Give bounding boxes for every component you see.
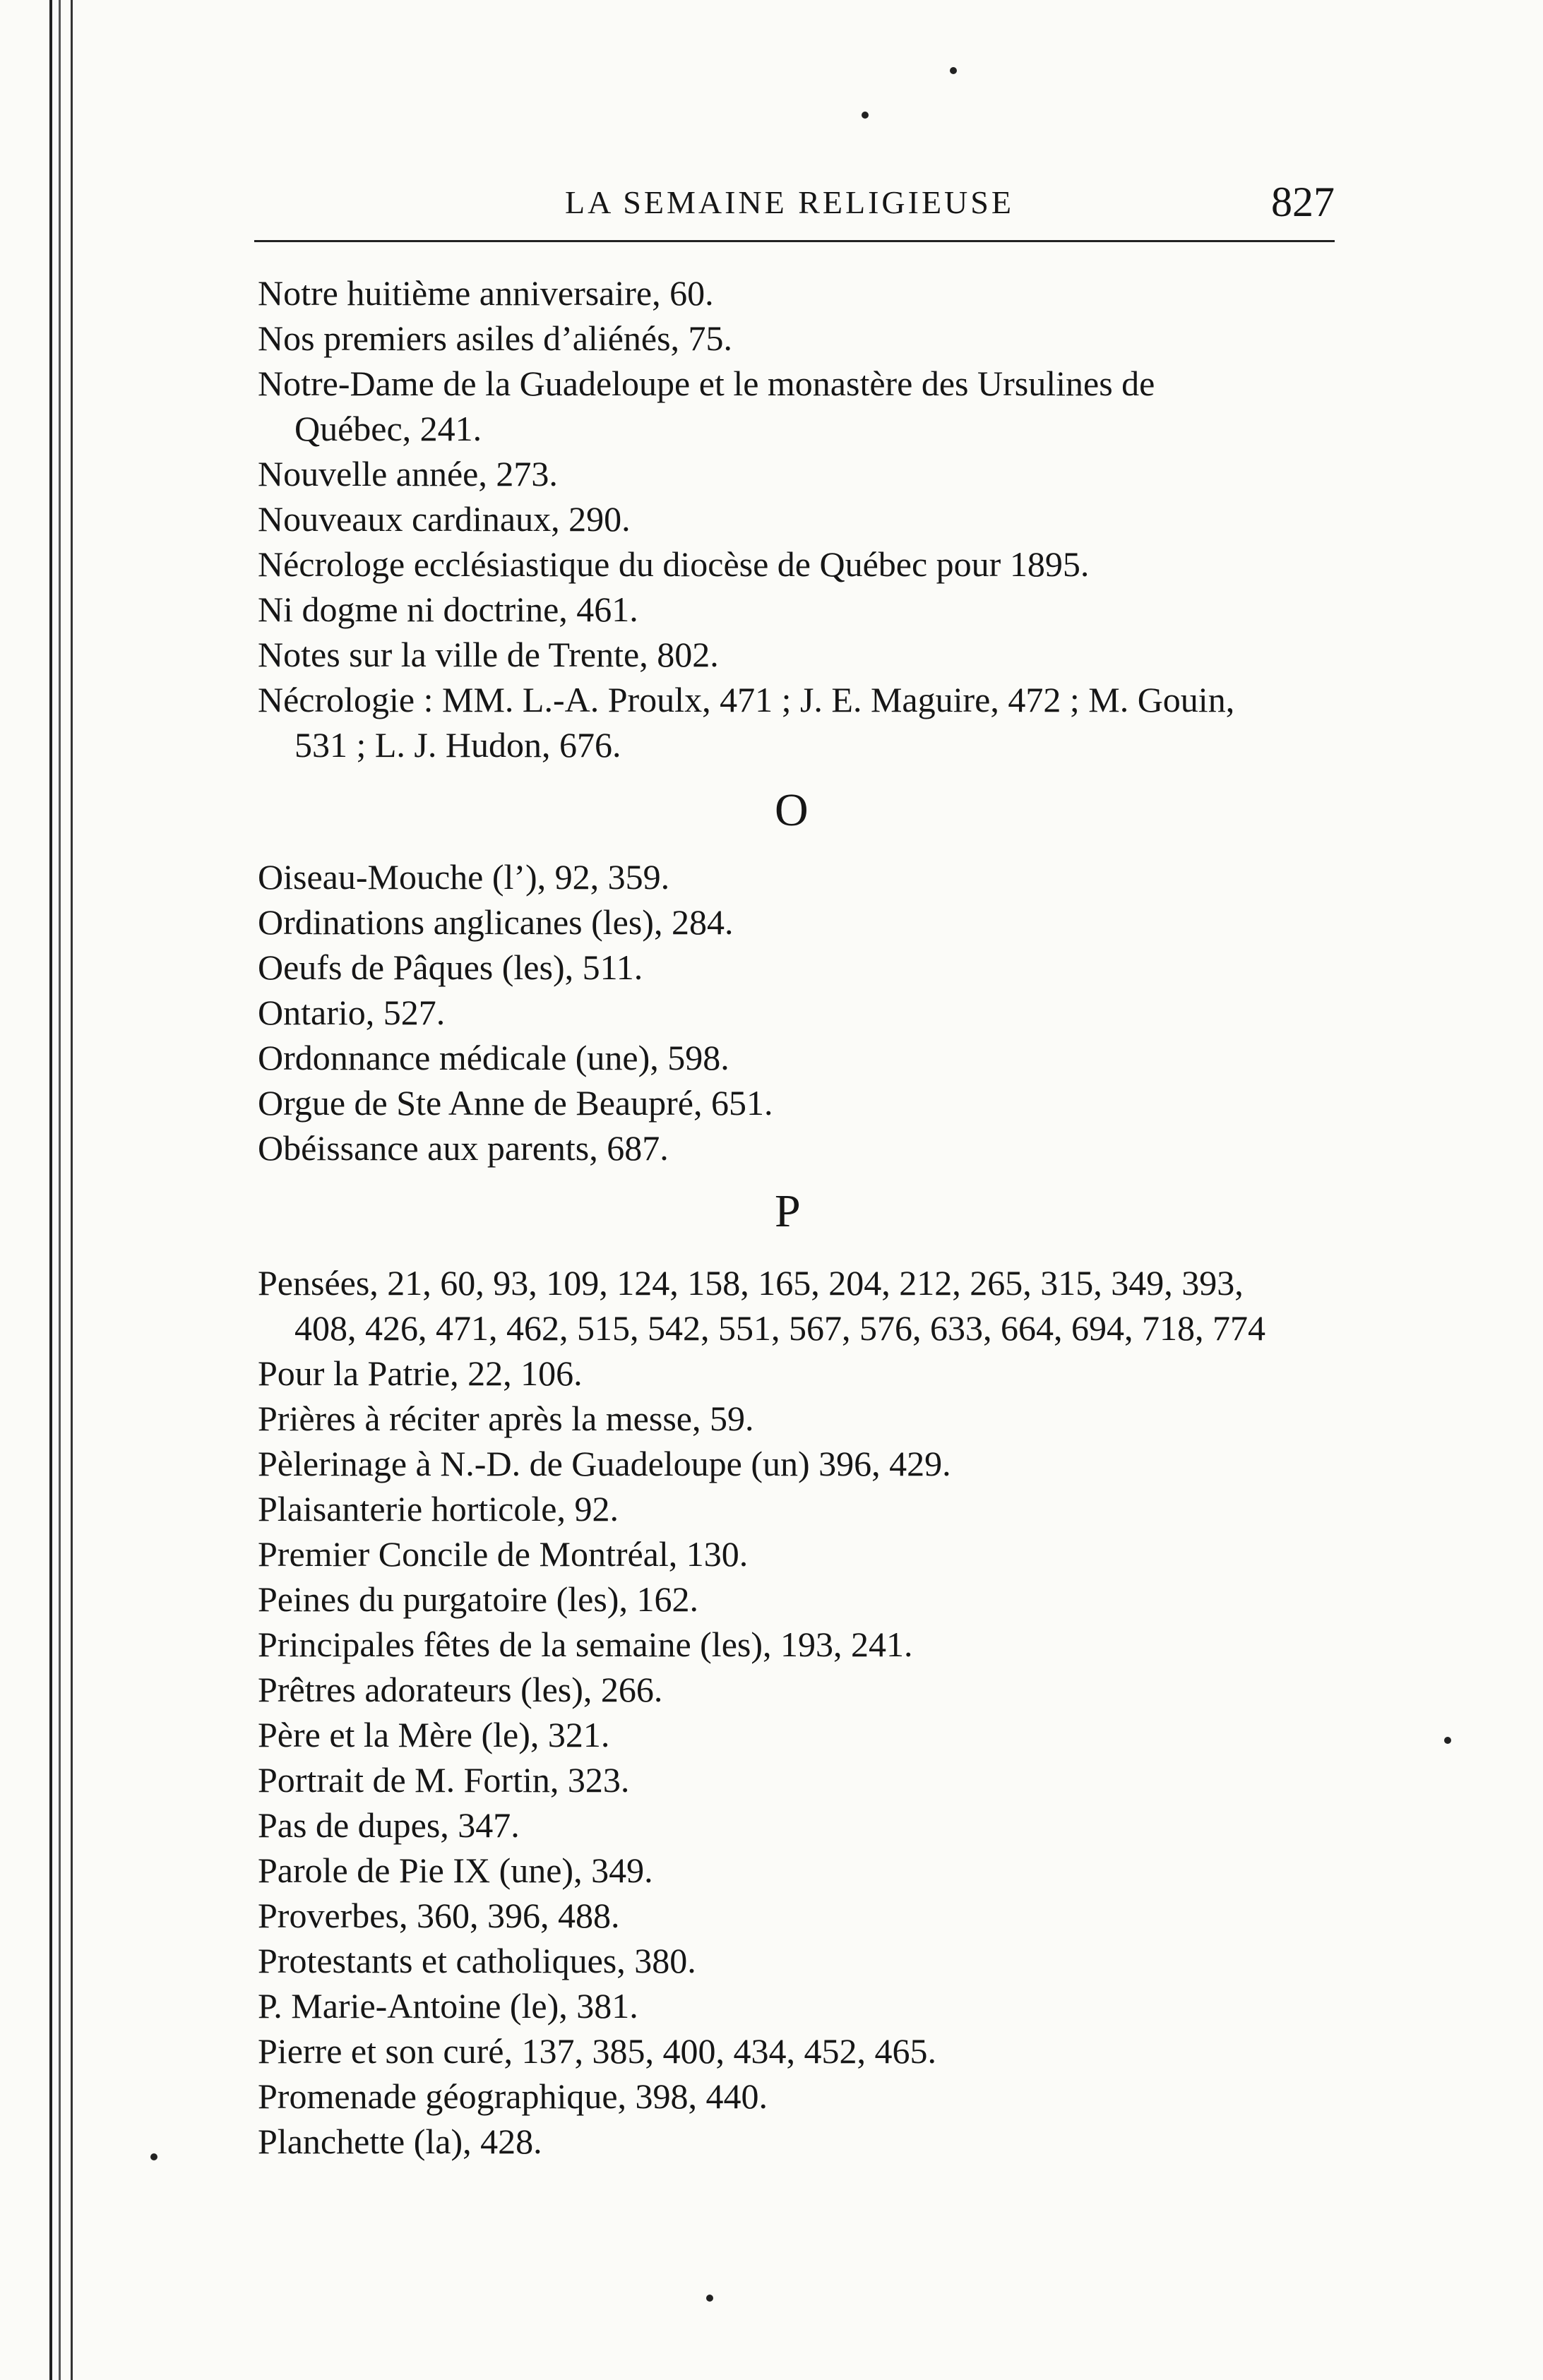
index-entry	[258, 1893, 1338, 1938]
entry-text: Proverbes, 360, 396, 488.	[258, 1896, 620, 1935]
entry-text: Ordonnance médicale (une), 598.	[258, 1038, 729, 1077]
index-entry	[258, 496, 1338, 542]
entry-text: Ni dogme ni doctrine, 461.	[258, 590, 638, 629]
entry-text: Pensées, 21, 60, 93, 109, 124, 158, 165, 204, 212, 265, 315, 349, 393,	[258, 1263, 1244, 1303]
section-letter: P	[775, 1185, 801, 1237]
entry-text: Premier Concile de Montréal, 130.	[258, 1534, 749, 1574]
index-entry	[258, 945, 1338, 990]
entry-text: Nouvelle année, 273.	[258, 454, 558, 494]
index-entry	[258, 1125, 1338, 1171]
entry-text: Père et la Mère (le), 321.	[258, 1715, 610, 1754]
entry-text: Nouveaux cardinaux, 290.	[258, 499, 631, 539]
entry-text: Portrait de M. Fortin, 323.	[258, 1760, 630, 1800]
entry-continuation: 408, 426, 471, 462, 515, 542, 551, 567, 576, 633, 664, 694, 718, 774	[294, 1308, 1265, 1348]
entry-text: Promenade géographique, 398, 440.	[258, 2076, 768, 2116]
entry-text: Parole de Pie IX (une), 349.	[258, 1850, 653, 1890]
index-entry	[258, 451, 1338, 496]
index-entry	[258, 316, 1338, 361]
index-entry	[258, 1531, 1338, 1577]
entry-text: Prêtres adorateurs (les), 266.	[258, 1670, 663, 1709]
index-entry	[258, 1441, 1338, 1486]
index-entry	[258, 632, 1338, 677]
entry-text: Oiseau-Mouche (l’), 92, 359.	[258, 857, 670, 897]
entry-text: Orgue de Ste Anne de Beaupré, 651.	[258, 1083, 773, 1123]
index-entry	[258, 1035, 1338, 1080]
index-entry	[258, 270, 1338, 316]
index-entry	[258, 1486, 1338, 1531]
index-entry	[258, 1712, 1338, 1757]
entry-text: Notes sur la ville de Trente, 802.	[258, 635, 719, 674]
index-entry	[258, 1577, 1338, 1622]
index-entry	[258, 1667, 1338, 1712]
index-entry	[258, 2028, 1338, 2074]
print-speck	[706, 2295, 713, 2302]
page-number: 827	[1271, 179, 1335, 225]
section-letter: O	[775, 784, 809, 836]
entry-continuation: 531 ; L. J. Hudon, 676.	[294, 725, 621, 765]
index-entry	[258, 1396, 1338, 1441]
entry-text: Principales fêtes de la semaine (les), 193, 241.	[258, 1625, 913, 1664]
index-entry	[258, 1260, 1338, 1351]
index-entry	[258, 1938, 1338, 1983]
index-entry	[258, 990, 1338, 1035]
entry-text: Plaisanterie horticole, 92.	[258, 1489, 619, 1529]
entry-text: Pour la Patrie, 22, 106.	[258, 1353, 583, 1393]
index-entry	[258, 2074, 1338, 2119]
index-entry	[258, 542, 1338, 587]
entry-text: Notre huitième anniversaire, 60.	[258, 273, 714, 313]
entry-text: Nos premiers asiles d’aliénés, 75.	[258, 318, 733, 358]
index-entry	[258, 1802, 1338, 1848]
entry-text: Prières à réciter après la messe, 59.	[258, 1399, 754, 1438]
entry-text: Ordinations anglicanes (les), 284.	[258, 902, 734, 942]
entry-text: Oeufs de Pâques (les), 511.	[258, 947, 643, 987]
entry-text: Nécrologe ecclésiastique du diocèse de Québec pour 1895.	[258, 544, 1090, 584]
index-entry	[258, 854, 1338, 899]
index-entry	[258, 2119, 1338, 2164]
index-entry	[258, 1757, 1338, 1802]
index-entry	[258, 361, 1338, 451]
index-entry	[258, 899, 1338, 945]
print-speck	[150, 2153, 157, 2160]
print-speck	[950, 67, 957, 74]
entry-text: Planchette (la), 428.	[258, 2122, 542, 2161]
entry-text: Pas de dupes, 347.	[258, 1805, 520, 1845]
index-entry	[258, 1983, 1338, 2028]
entry-text: Pierre et son curé, 137, 385, 400, 434, 452, 465.	[258, 2031, 936, 2071]
entry-text: P. Marie-Antoine (le), 381.	[258, 1986, 638, 2026]
entry-text: Peines du purgatoire (les), 162.	[258, 1579, 698, 1619]
index-entry	[258, 1848, 1338, 1893]
entry-text: Nécrologie : MM. L.-A. Proulx, 471 ; J. E. Maguire, 472 ; M. Gouin,	[258, 680, 1235, 719]
index-entry	[258, 1351, 1338, 1396]
index-entry	[258, 677, 1338, 767]
entry-text: Obéissance aux parents, 687.	[258, 1128, 669, 1168]
index-entry	[258, 1622, 1338, 1667]
entry-text: Protestants et catholiques, 380.	[258, 1941, 696, 1980]
entry-text: Notre-Dame de la Guadeloupe et le monastère des Ursulines de	[258, 364, 1155, 403]
index-entry	[258, 1080, 1338, 1125]
print-speck	[1444, 1737, 1451, 1744]
print-speck	[862, 112, 869, 119]
entry-text: Pèlerinage à N.-D. de Guadeloupe (un) 396, 429.	[258, 1444, 951, 1483]
entry-continuation: Québec, 241.	[294, 409, 482, 448]
running-head: LA SEMAINE RELIGIEUSE	[565, 184, 1014, 220]
entry-text: Ontario, 527.	[258, 993, 446, 1032]
index-entry	[258, 587, 1338, 632]
